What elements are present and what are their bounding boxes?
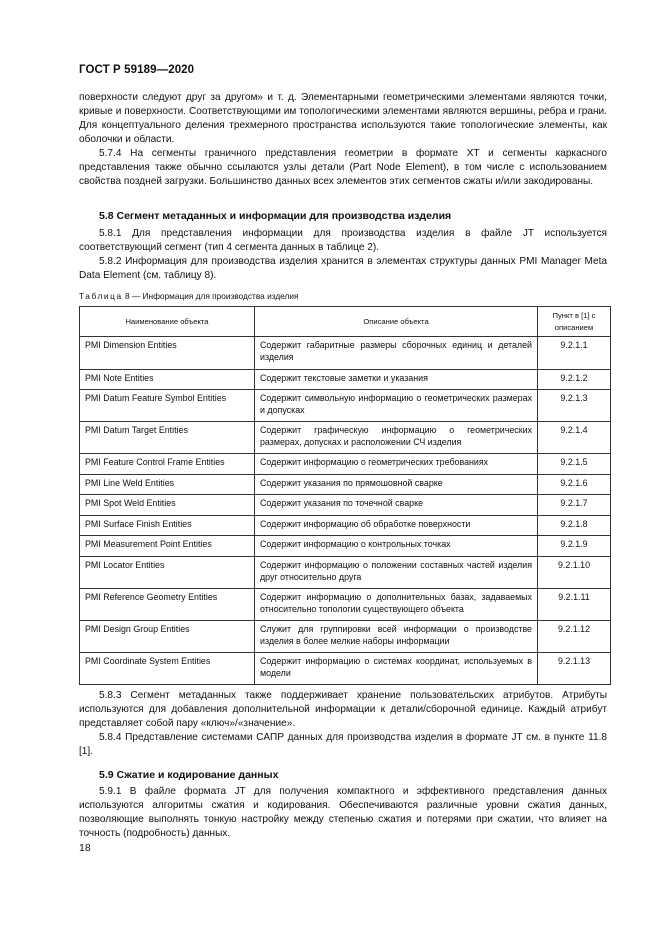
cell-name: PMI Measurement Point Entities [80,536,255,557]
cell-description: Содержит информацию о положении составных частей изделия друг относительно друга [255,557,538,589]
cell-name: PMI Dimension Entities [80,337,255,370]
cell-name: PMI Design Group Entities [80,621,255,653]
table-header-row [80,307,611,337]
paragraph-5-8-2: 5.8.2 Информация для производства изделия хранится в элементах структуры данных PMI Manager Meta Data Element (см. таблицу 8). [79,256,607,281]
cell-name: PMI Coordinate System Entities [80,653,255,685]
table-row [80,422,611,454]
table-caption-text: 8 — Информация для производства изделия [122,291,299,301]
page-number: 18 [79,842,91,854]
intro-paragraph [79,91,607,147]
paragraphs-5-8 [79,227,607,283]
table-row [80,557,611,589]
paragraph-5-8-1: 5.8.1 Для представления информации для производства изделия в файле JT используется соответствующий сегмент (тип 4 сегмента данных в таблице 2). [79,228,607,253]
cell-description: Содержит информацию о системах координат, используемых в модели [255,653,538,685]
cell-name: PMI Reference Geometry Entities [80,589,255,621]
paragraph-5-9-1-text: 5.9.1 В файле формата JT для получения компактного и эффективного представления данных используются алгоритмы сжатия и кодирования. Обеспечиваются различные уровни сжатия данных, позволяющие выполнять тонкую настройку между степенью сжатия и потерями при сжатии, что влияет на точность (подробность) данных. [79,786,607,839]
header-object-name: Наименование объекта [80,307,255,337]
table-row [80,370,611,390]
cell-name: PMI Datum Target Entities [80,422,255,454]
table-caption [79,291,298,301]
cell-description: Содержит габаритные размеры сборочных единиц и деталей изделия [255,337,538,370]
cell-description: Содержит информацию о дополнительных базах, задаваемых относительно топологии существующего объекта [255,589,538,621]
cell-name: PMI Feature Control Frame Entities [80,454,255,475]
cell-reference: 9.2.1.12 [538,621,611,653]
table-row [80,390,611,422]
table-caption-word: Таблица [79,291,123,301]
header-object-description: Описание объекта [255,307,538,337]
cell-reference: 9.2.1.11 [538,589,611,621]
table-row [80,653,611,685]
paragraph-5-9-1 [79,785,607,841]
cell-reference: 9.2.1.3 [538,390,611,422]
cell-reference: 9.2.1.9 [538,536,611,557]
table-row [80,621,611,653]
table-row [80,536,611,557]
cell-description: Содержит информацию о геометрических требованиях [255,454,538,475]
cell-name: PMI Note Entities [80,370,255,390]
table-row [80,475,611,495]
cell-reference: 9.2.1.7 [538,495,611,516]
cell-name: PMI Spot Weld Entities [80,495,255,516]
section-heading-5-8: 5.8 Сегмент метаданных и информации для производства изделия [99,210,452,222]
cell-description: Содержит информацию об обработке поверхности [255,516,538,536]
cell-description: Содержит указания по прямошовной сварке [255,475,538,495]
table-row [80,516,611,536]
pmi-info-table [79,306,611,685]
cell-description: Содержит символьную информацию о геометрических размерах и допусках [255,390,538,422]
paragraphs-5-8-tail [79,689,607,759]
cell-name: PMI Locator Entities [80,557,255,589]
cell-reference: 9.2.1.13 [538,653,611,685]
cell-description: Содержит текстовые заметки и указания [255,370,538,390]
cell-reference: 9.2.1.4 [538,422,611,454]
cell-description: Содержит указания по точечной сварке [255,495,538,516]
paragraph-5-8-3: 5.8.3 Сегмент метаданных также поддерживает хранение пользовательских атрибутов. Атрибуты используются для добавления дополнительной информации к детали/сборочной единице. Каждый атрибут представляет собой пару «ключ»/«значение». [79,690,607,729]
cell-name: PMI Datum Feature Symbol Entities [80,390,255,422]
cell-reference: 9.2.1.8 [538,516,611,536]
cell-reference: 9.2.1.10 [538,557,611,589]
cell-name: PMI Surface Finish Entities [80,516,255,536]
table-row [80,495,611,516]
paragraph-5-8-4: 5.8.4 Представление системами САПР данных для производства изделия в формате JT см. в пункте 11.8 [1]. [79,732,607,757]
cell-name: PMI Line Weld Entities [80,475,255,495]
paragraph-5-7-4 [79,147,607,189]
intro-text: поверхности следуют друг за другом» и т. д. Элементарными геометрическими элементами являются точки, кривые и поверхности. Соответствующими им топологическими элементами являются вершины, ребра и грани. Для концептуального деления трехмерного пространства используются такие топологические элементы, как оболочки и области. [79,92,607,145]
cell-reference: 9.2.1.2 [538,370,611,390]
cell-description: Содержит графическую информацию о геометрических размерах, допусках и расположении СЧ изделия [255,422,538,454]
cell-description: Служит для группировки всей информации о производстве изделия в более мелкие наборы информации [255,621,538,653]
cell-reference: 9.2.1.6 [538,475,611,495]
section-heading-5-9: 5.9 Сжатие и кодирование данных [99,769,279,781]
paragraph-5-7-4-text: 5.7.4 На сегменты граничного представления геометрии в формате XT и сегменты каркасного представления также обычно ссылаются узлы детали (Part Node Element), в том числе с использованием свойства поздней загрузки. Большинство данных всех элементов этих сегментов сжаты и/или закодированы. [79,148,607,187]
document-header: ГОСТ Р 59189—2020 [79,64,195,76]
table-row [80,337,611,370]
table-row [80,589,611,621]
header-reference: Пункт в [1] с описанием [538,307,611,337]
cell-reference: 9.2.1.1 [538,337,611,370]
table-row [80,454,611,475]
cell-description: Содержит информацию о контрольных точках [255,536,538,557]
cell-reference: 9.2.1.5 [538,454,611,475]
